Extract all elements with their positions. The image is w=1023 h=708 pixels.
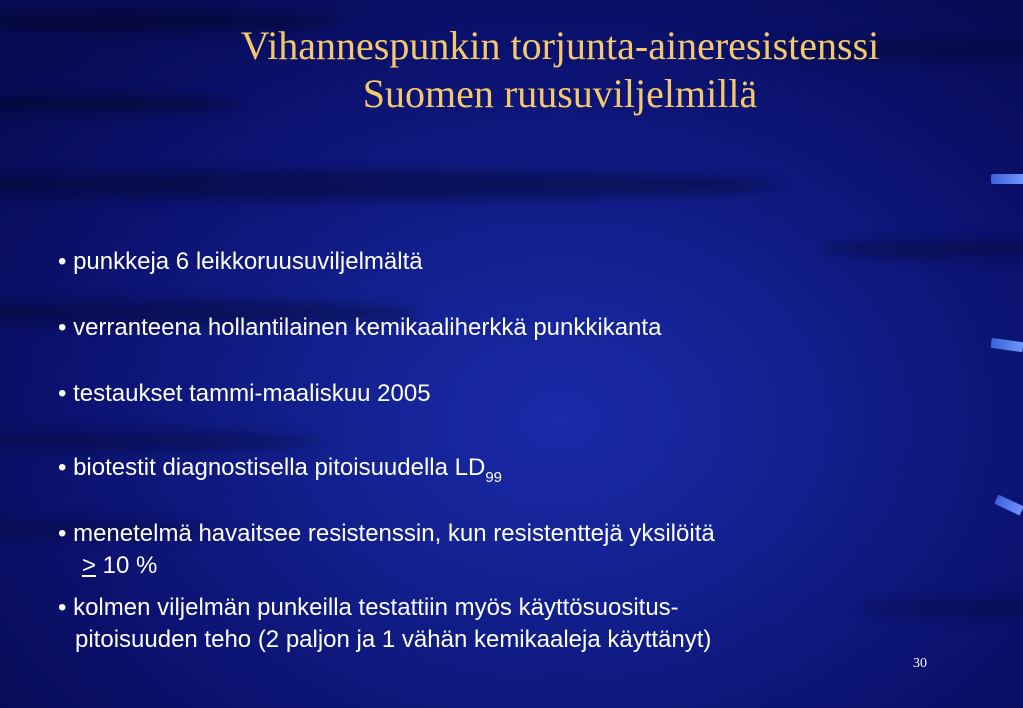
page-number: 30 [913, 656, 927, 671]
decorative-streak [0, 430, 320, 452]
bullet-text: • biotestit diagnostisella pitoisuudella LD [58, 454, 486, 481]
bullet-item [58, 518, 715, 582]
title-line-2: Suomen ruusuviljelmillä [362, 71, 758, 116]
slide-title [110, 22, 1010, 118]
decorative-streak [0, 170, 780, 200]
decorative-streak [860, 600, 1023, 616]
bullet-line-1: • kolmen viljelmän punkeilla testattiin myös käyttösuositus- [58, 594, 679, 621]
bullet-item: • punkkeja 6 leikkoruusuviljelmältä [58, 248, 423, 275]
decorative-streak [820, 240, 1023, 258]
accent-tab [990, 338, 1023, 352]
title-line-1: Vihannespunkin torjunta-aineresistenssi [240, 23, 880, 68]
accent-tab [991, 174, 1023, 184]
accent-tab [994, 495, 1023, 516]
bullet-item: • verranteena hollantilainen kemikaaliherkkä punkkikanta [58, 314, 662, 341]
bullet-line-1: • menetelmä havaitsee resistenssin, kun resistenttejä yksilöitä [58, 520, 715, 547]
bullet-line-2 [58, 550, 715, 582]
bullet-item [58, 592, 711, 656]
bullet-item: • testaukset tammi-maaliskuu 2005 [58, 380, 431, 407]
bullet-item [58, 452, 502, 494]
threshold-text: 10 % [96, 552, 158, 579]
subscript-99: 99 [485, 469, 503, 486]
bullet-line-2: pitoisuuden teho (2 paljon ja 1 vähän kemikaaleja käyttänyt) [75, 626, 712, 653]
greater-equal-symbol: > [82, 552, 97, 579]
